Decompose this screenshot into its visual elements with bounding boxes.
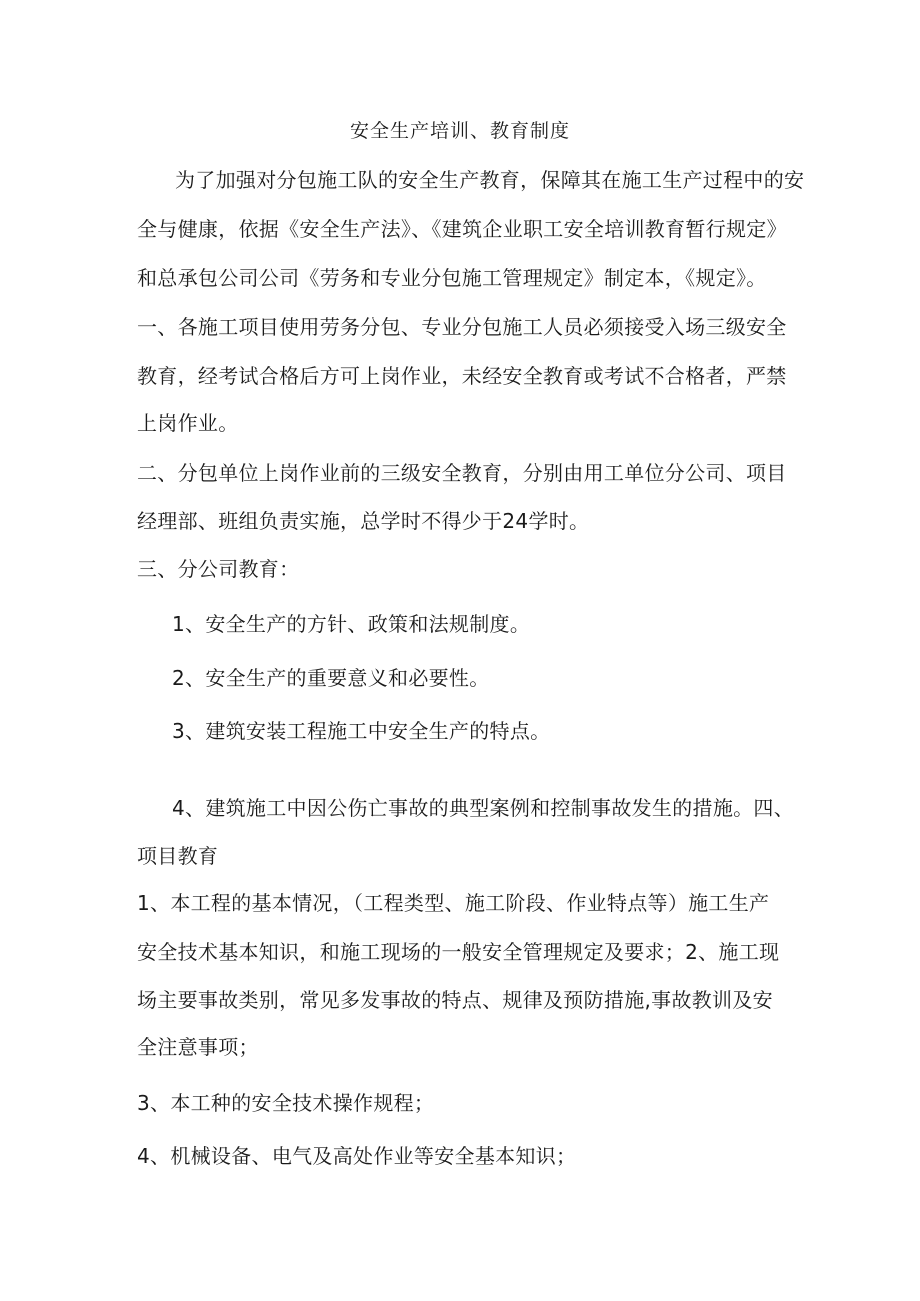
paragraph-line: 三、分公司教育： <box>137 557 300 581</box>
document-title: 安全生产培训、教育制度 <box>349 120 570 142</box>
paragraph-line: 为了加强对分包施工队的安全生产教育，保障其在施工生产过程中的安 <box>175 168 805 192</box>
paragraph-line: 上岗作业。 <box>137 411 239 435</box>
paragraph-line: 1、本工程的基本情况，（工程类型、施工阶段、作业特点等）施工生产 <box>137 891 770 915</box>
paragraph-line: 一、各施工项目使用劳务分包、专业分包施工人员必须接受入场三级安全 <box>137 315 787 339</box>
paragraph-line: 场主要事故类别，常见多发事故的特点、规律及预防措施,事故教训及安 <box>137 988 773 1012</box>
list-item: 4、建筑施工中因公伤亡事故的典型案例和控制事故发生的措施。四、 <box>172 796 795 820</box>
paragraph-line: 全与健康，依据《安全生产法》、《建筑企业职工安全培训教育暂行规定》 <box>137 217 787 241</box>
paragraph-line: 经理部、班组负责实施，总学时不得少于24学时。 <box>137 509 590 533</box>
paragraph-line: 3、本工种的安全技术操作规程； <box>137 1091 435 1115</box>
list-item: 1、安全生产的方针、政策和法规制度。 <box>172 612 531 636</box>
paragraph-line: 和总承包公司公司《劳务和专业分包施工管理规定》制定本，《规定》。 <box>137 266 767 290</box>
paragraph-line: 二、分包单位上岗作业前的三级安全教育，分别由用工单位分公司、项目 <box>137 461 787 485</box>
paragraph-line: 全注意事项； <box>137 1035 259 1059</box>
list-item: 2、安全生产的重要意义和必要性。 <box>172 666 490 690</box>
paragraph-line: 4、机械设备、电气及高处作业等安全基本知识； <box>137 1144 577 1168</box>
paragraph-line: 项目教育 <box>137 844 219 868</box>
list-item: 3、建筑安装工程施工中安全生产的特点。 <box>172 719 551 743</box>
paragraph-line: 教育，经考试合格后方可上岗作业，未经安全教育或考试不合格者，严禁 <box>137 364 787 388</box>
paragraph-line: 安全技术基本知识，和施工现场的一般安全管理规定及要求；2、施工现 <box>137 940 780 964</box>
